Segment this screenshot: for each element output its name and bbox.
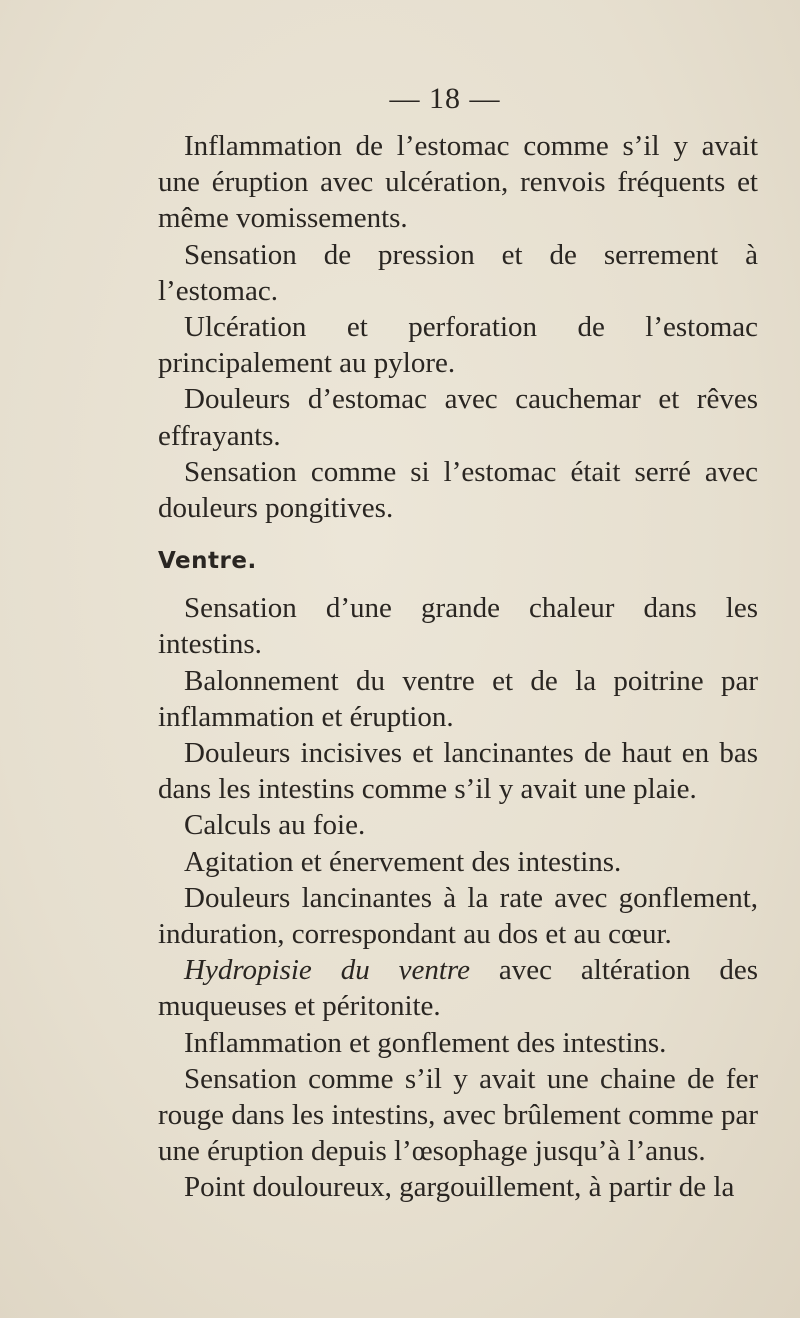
italic-term: Hydropisie du ventre (184, 954, 470, 987)
paragraph: Inflammation et gonflement des intestins. (184, 1026, 667, 1059)
page-number: — 18 — (389, 82, 501, 115)
paragraph: Agitation et énervement des intestins. (184, 845, 622, 878)
paragraph-rest: avec altération des muqueuses et péritonite. (158, 954, 758, 1023)
paragraph: Calculs au foie. (184, 809, 366, 842)
paragraph: Sensation comme s’il y avait une chaine de fer rouge dans les intestins, avec brûlement comme par une éruption depuis l’œsophage jusqu’à l’anus. (158, 1062, 758, 1168)
section-heading: Ventre. (158, 548, 257, 575)
paragraph: Point douloureux, gargouillement, à partir de la (184, 1171, 735, 1204)
paragraph: Sensation d’une grande chaleur dans les intestins. (158, 592, 758, 661)
paragraph: Douleurs incisives et lancinantes de haut en bas dans les intestins comme s’il y avait une plaie. (158, 737, 758, 806)
paragraph: Inflammation de l’estomac comme s’il y avait une éruption avec ulcération, renvois fréquents et même vomissements. (158, 130, 758, 235)
paragraph: Sensation comme si l’estomac était serré avec douleurs pongitives. (158, 455, 758, 525)
paragraph: Douleurs lancinantes à la rate avec gonflement, induration, correspondant au dos et au cœur. (158, 881, 758, 951)
paragraph: Sensation de pression et de serrement à l’estomac. (158, 238, 758, 307)
body-text (158, 128, 758, 1206)
paragraph: Douleurs d’estomac avec cauchemar et rêves effrayants. (158, 383, 758, 452)
paragraph: Balonnement du ventre et de la poitrine par inflammation et éruption. (158, 664, 758, 733)
paragraph: Ulcération et perforation de l’estomac principalement au pylore. (158, 311, 758, 380)
paragraph-hydropisie (158, 952, 758, 1024)
